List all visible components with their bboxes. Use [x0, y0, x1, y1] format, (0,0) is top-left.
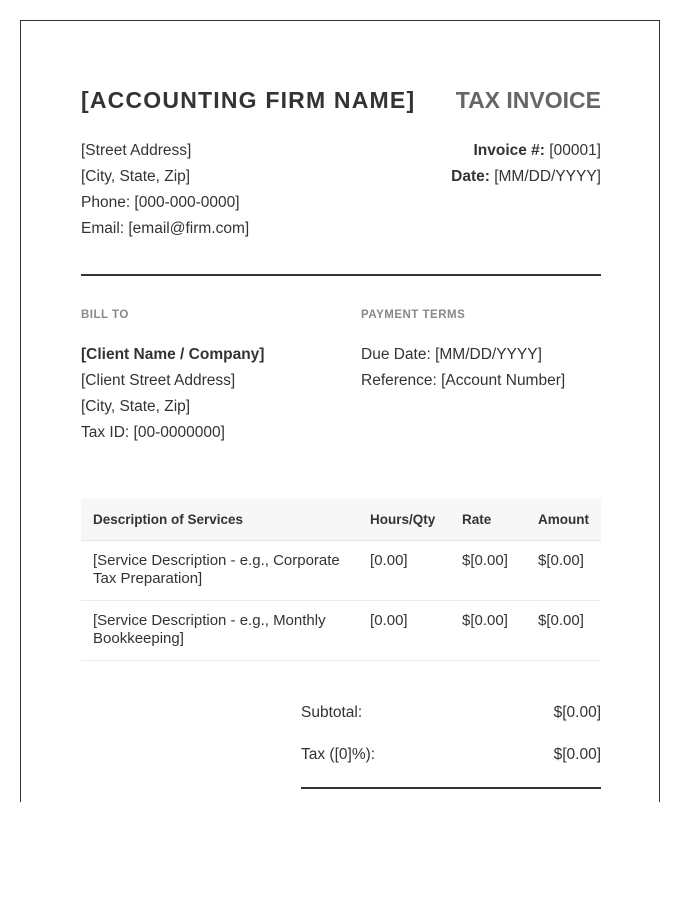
- services-table: [81, 499, 601, 661]
- row-rate: $[0.00]: [450, 541, 526, 601]
- tax-label: Tax ([0]%):: [301, 746, 376, 763]
- header-divider: [81, 274, 601, 276]
- tax-row: [301, 739, 601, 781]
- tax-value: $[0.00]: [553, 746, 601, 763]
- bill-to-label: BILL TO: [81, 309, 129, 321]
- client-tax-id: Tax ID: [00-0000000]: [81, 424, 225, 441]
- bill-to-block: [81, 342, 264, 446]
- header-rate: Rate: [450, 499, 526, 541]
- header-amount: Amount: [526, 499, 601, 541]
- table-row: [81, 601, 601, 661]
- row-description: [Service Description - e.g., Corporate Tax Preparation]: [81, 541, 358, 601]
- row-qty: [0.00]: [358, 541, 450, 601]
- client-city: [City, State, Zip]: [81, 398, 191, 415]
- table-row: [81, 541, 601, 601]
- reference: Reference: [Account Number]: [361, 372, 566, 389]
- row-qty: [0.00]: [358, 601, 450, 661]
- header-description: Description of Services: [81, 499, 358, 541]
- row-description: [Service Description - e.g., Monthly Bookkeeping]: [81, 601, 358, 661]
- firm-street: [Street Address]: [81, 142, 192, 159]
- firm-phone: Phone: [000-000-0000]: [81, 194, 240, 211]
- invoice-number: [451, 138, 601, 164]
- document-title: TAX INVOICE: [455, 87, 601, 113]
- invoice-date: [451, 164, 601, 190]
- totals-divider: [301, 787, 601, 789]
- invoice-meta: [451, 138, 601, 190]
- invoice-number-label: Invoice #:: [473, 142, 545, 159]
- firm-address-block: [81, 138, 249, 242]
- firm-name: [ACCOUNTING FIRM NAME]: [81, 87, 416, 113]
- client-street: [Client Street Address]: [81, 372, 236, 389]
- invoice-number-value: [00001]: [544, 142, 601, 159]
- totals-block: [301, 697, 601, 781]
- row-amount: $[0.00]: [526, 601, 601, 661]
- row-amount: $[0.00]: [526, 541, 601, 601]
- client-name: [Client Name / Company]: [81, 346, 265, 363]
- due-date: Due Date: [MM/DD/YYYY]: [361, 346, 542, 363]
- invoice-date-label: Date:: [451, 168, 490, 185]
- firm-city: [City, State, Zip]: [81, 168, 191, 185]
- subtotal-row: [301, 697, 601, 739]
- header-hours-qty: Hours/Qty: [358, 499, 450, 541]
- invoice-date-value: [MM/DD/YYYY]: [489, 168, 601, 185]
- subtotal-label: Subtotal:: [301, 704, 363, 721]
- payment-terms-label: PAYMENT TERMS: [361, 309, 466, 321]
- firm-email: Email: [email@firm.com]: [81, 220, 250, 237]
- payment-terms-block: [361, 342, 565, 394]
- invoice-page: [20, 20, 660, 802]
- subtotal-value: $[0.00]: [553, 704, 601, 721]
- table-header-row: [81, 499, 601, 541]
- row-rate: $[0.00]: [450, 601, 526, 661]
